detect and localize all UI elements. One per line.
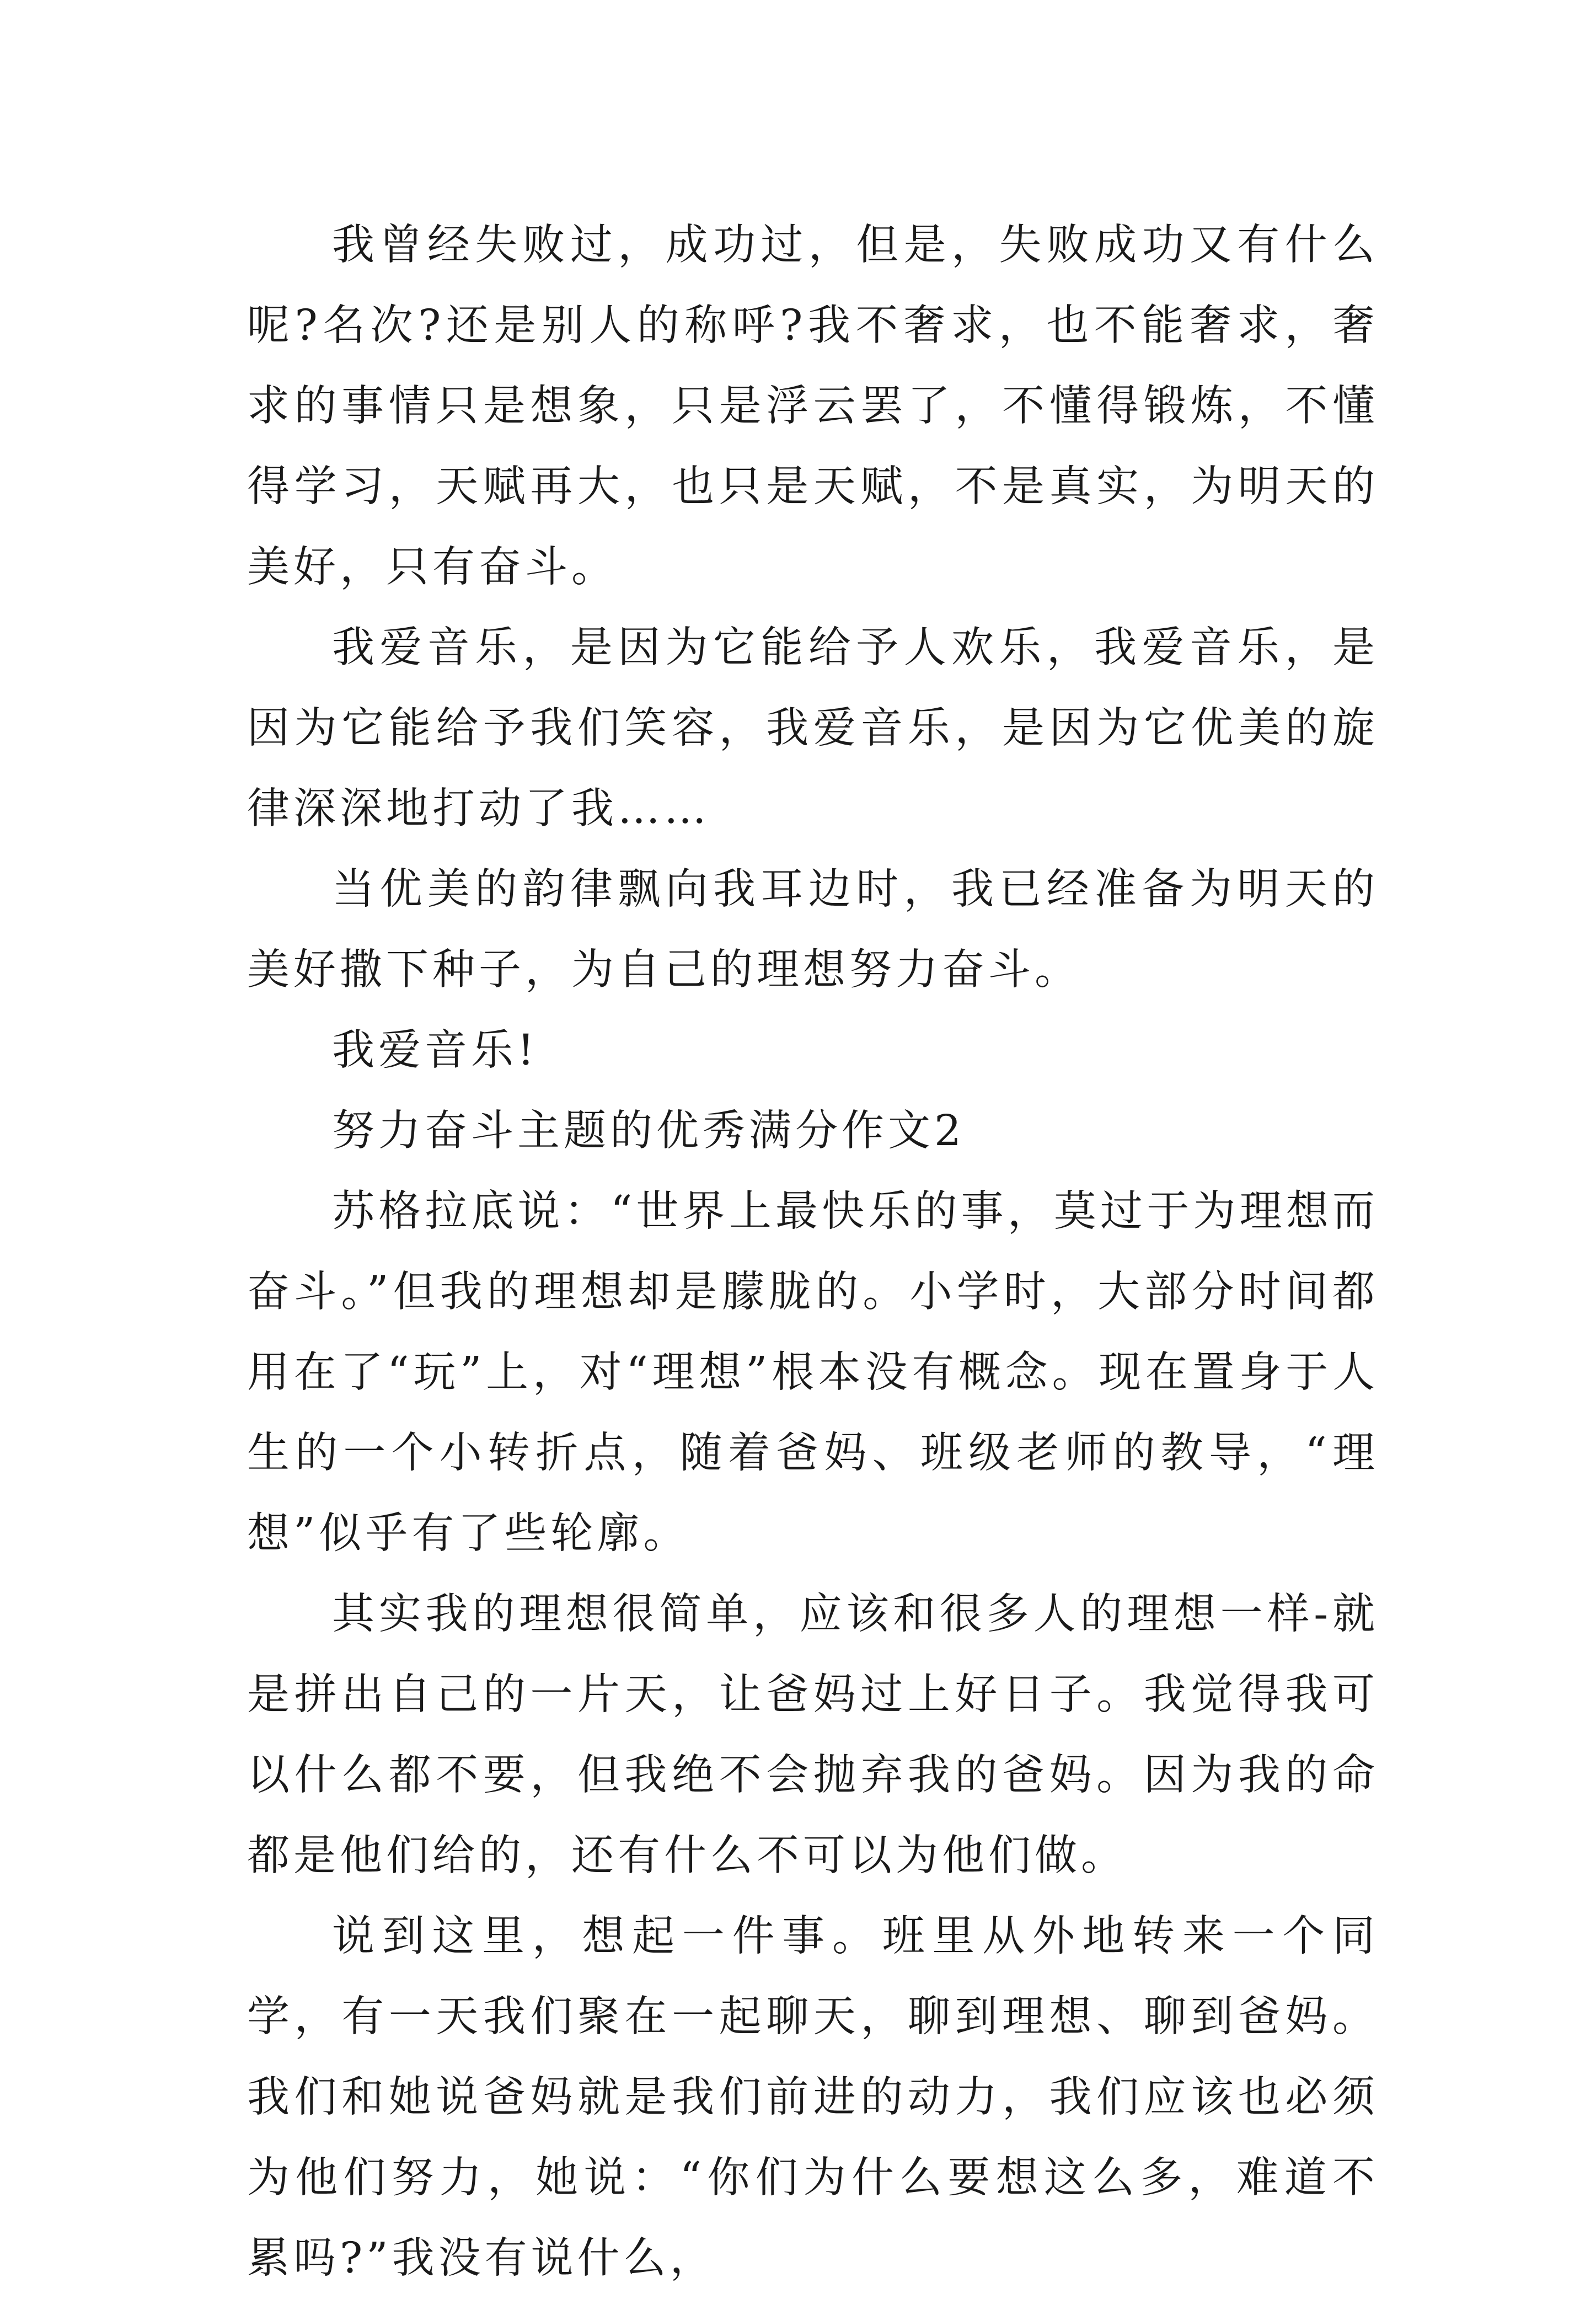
- essay-body: [247, 205, 1379, 2299]
- paragraph: 当优美的韵律飘向我耳边时，我已经准备为明天的美好撒下种子，为自己的理想努力奋斗。: [247, 865, 1379, 995]
- paragraph: 其实我的理想很简单，应该和很多人的理想一样-就是拼出自己的一片天，让爸妈过上好日子。我觉得我可以什么都不要，但我绝不会抛弃我的爸妈。因为我的命都是他们给的，还有什么不可以为他们做。: [247, 1590, 1379, 1880]
- paragraph: 说到这里，想起一件事。班里从外地转来一个同学，有一天我们聚在一起聊天，聊到理想、聊到爸妈。我们和她说爸妈就是我们前进的动力，我们应该也必须为他们努力，她说：“你们为什么要想这么多，难道不累吗?”我没有说什么，: [247, 1912, 1379, 2283]
- paragraph: 我爱音乐，是因为它能给予人欢乐，我爱音乐，是因为它能给予我们笑容，我爱音乐，是因为它优美的旋律深深地打动了我……: [247, 623, 1379, 833]
- paragraph: 我曾经失败过，成功过，但是，失败成功又有什么呢?名次?还是别人的称呼?我不奢求，也不能奢求，奢求的事情只是想象，只是浮云罢了，不懂得锻炼，不懂得学习，天赋再大，也只是天赋，不是真实，为明天的美好，只有奋斗。: [247, 221, 1379, 592]
- paragraph: 苏格拉底说：“世界上最快乐的事，莫过于为理想而奋斗。”但我的理想却是朦胧的。小学时，大部分时间都用在了“玩”上，对“理想”根本没有概念。现在置身于人生的一个小转折点，随着爸妈、班级老师的教导，“理想”似乎有了些轮廓。: [247, 1187, 1379, 1558]
- essay-heading: 努力奋斗主题的优秀满分作文2: [332, 1106, 965, 1156]
- paragraph: 我爱音乐!: [332, 1026, 538, 1075]
